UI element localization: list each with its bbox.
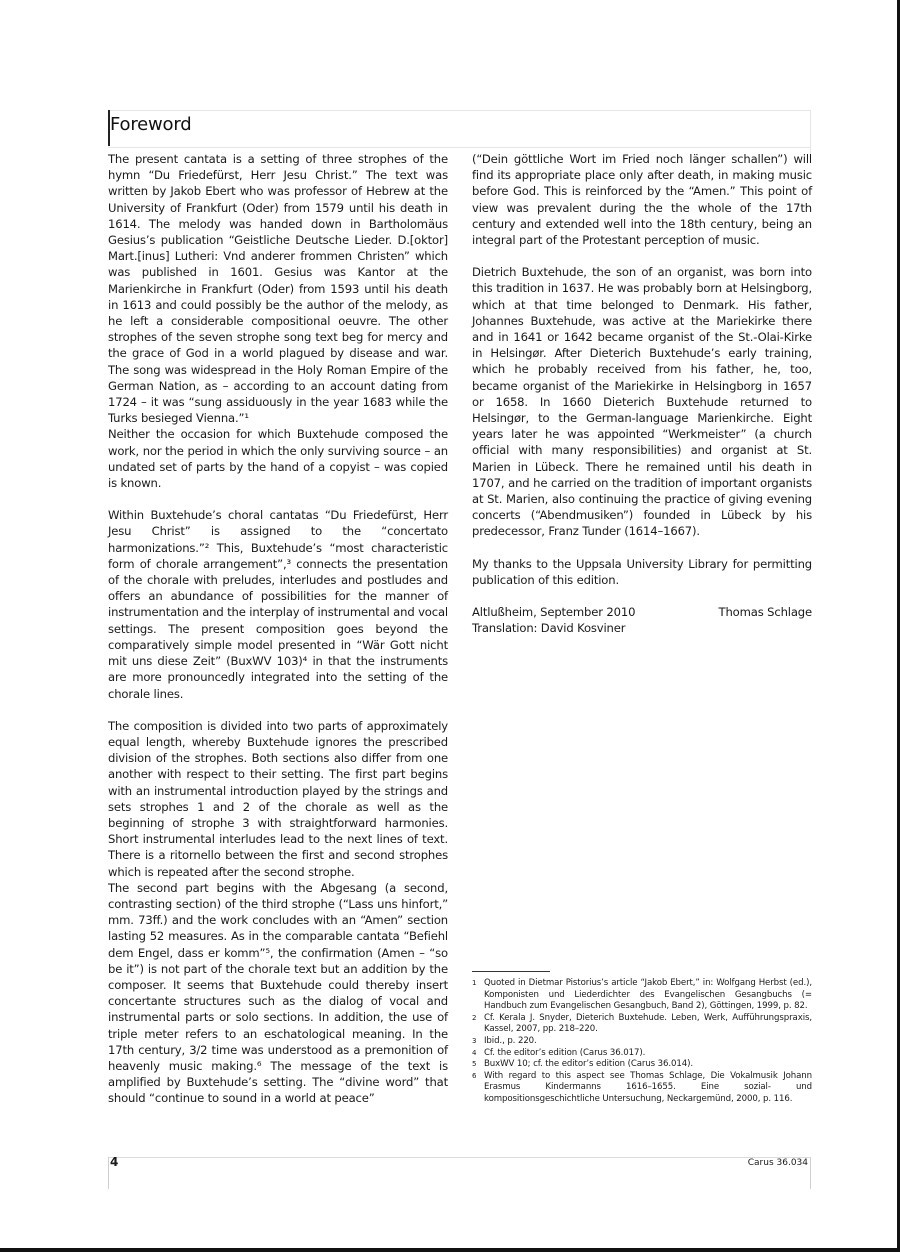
page-edge [0, 1248, 900, 1252]
footnote [472, 1048, 812, 1060]
footnote [472, 1013, 812, 1036]
paragraph: Dietrich Buxtehude, the son of an organist, was born into this tradition in 1637. He was probably born at Helsingborg, which at that time belonged to Denmark. His father, Johannes Buxtehude, was active at the Mariekirke there and in 1641 or 1642 became organist of the St.-Olai-Kirke in Helsingør. After Dieterich Buxtehude’s early training, which he probably received from his father, he, too, became organist of the Mariekirke in Helsingborg in 1657 or 1658. In 1660 Dieterich Buxtehude returned to Helsingør, to the German-language Marienkirche. Eight years later he was appointed “Werkmeister” (a church official with many responsibilities) and organist at St. Marien in Lübeck. There he remained until his death in 1707, and he carried on the tradition of important organists at St. Marien, also continuing the practice of giving evening concerts (“Abendmusiken”) founded in Lübeck by his predecessor, Franz Tunder (1614–1667). [472, 265, 812, 539]
footnote-number: 5 [472, 1060, 477, 1069]
paragraph: The present cantata is a setting of three strophes of the hymn “Du Friedefürst, Herr Jesu Christ.” The text was written by Jakob Ebert who was professor of Hebrew at the University of Frankfurt (Oder) from 1579 until his death in 1614. The melody was handed down in Bartholomäus Gesius’s publication “Geistliche Deutsche Lieder. D.[oktor] Mart.[inus] Lutheri: Vnd anderer frommen Christen” which was published in 1601. Gesius was Kantor at the Marienkirche in Frankfurt (Oder) from 1593 until his death in 1613 and could possibly be the author of the melody, as he left a considerable compositional oeuvre. The other strophes of the seven strophe song text beg for mercy and the grace of God in a world plagued by disease and war. The song was widespread in the Holy Roman Empire of the German Nation, as – according to an account dating from 1724 – it was “sung assiduously in the year 1683 while the Turks besieged Vienna.”¹ [108, 152, 448, 426]
footer-rule [108, 1157, 109, 1189]
signature-line [472, 604, 812, 620]
paragraph: Neither the occasion for which Buxtehude composed the work, nor the period in which the only surviving source – an undated set of parts by the hand of a copyist – was copied is known. [108, 427, 448, 491]
footer-rule [810, 1157, 811, 1189]
footnote-text: Quoted in Dietmar Pistorius’s article “Jakob Ebert,” in: Wolfgang Herbst (ed.), Komponisten und Liederdichter des Evangelischen Gesangbuchs (= Handbuch zum Evangelischen Gesangbuch, Band 2), Göttingen, 1999, p. 82. [484, 978, 812, 1012]
footnote-number: 1 [472, 979, 477, 987]
page-title: Foreword [110, 114, 192, 135]
footnote-text: Ibid., p. 220. [484, 1035, 537, 1046]
footnote-text: BuxWV 10; cf. the editor’s edition (Carus 36.014). [484, 1059, 694, 1070]
left-column [108, 151, 448, 1107]
paragraph: Within Buxtehude’s choral cantatas “Du Friedefürst, Herr Jesu Christ” is assigned to the “concertato harmonizations.”² This, Buxtehude’s “most characteristic form of chorale arrangement”,³ connects the presentation of the chorale with preludes, interludes and postludes and offers an abundance of possibilities for the manner of instrumentation and the interplay of instrumental and vocal settings. The present composition goes beyond the comparatively simple model presented in “Wär Gott nicht mit uns diese Zeit” (BuxWV 103)⁴ in that the instruments are more pronouncedly integrated into the setting of the chorale lines. [108, 508, 448, 701]
paragraph: My thanks to the Uppsala University Library for permitting publication of this edition. [472, 556, 812, 587]
page-number: 4 [110, 1155, 119, 1169]
translator: Translation: David Kosviner [472, 621, 626, 636]
paragraph: The second part begins with the Abgesang (a second, contrasting section) of the third strophe (“Lass uns hinfort,” mm. 73ff.) and the work concludes with an “Amen” section lasting 52 measures. As in the comparable cantata “Befiehl dem Engel, dass er komm”⁵, the confirmation (Amen – “so be it”) is not part of the chorale text but an addition by the composer. It seems that Buxtehude could thereby insert concertante structures such as the dialog of vocal and instrumental parts or solo sections. In addition, the use of triple meter refers to an eschatological meaning. In the 17th century, 3/2 time was understood as a premonition of heavenly music making.⁶ The message of the text is amplified by Buxtehude’s setting. The “divine word” that should “continue to sound in a world at peace” [108, 880, 448, 1106]
footnote [472, 1071, 812, 1106]
catalog-number: Carus 36.034 [747, 1158, 808, 1168]
footnotes [472, 978, 812, 1106]
footnote [472, 978, 812, 1013]
footnote-text: With regard to this aspect see Thomas Schlage, Die Vokalmusik Johann Erasmus Kindermanns 1616–1655. Eine sozial- und kompositionsgeschichtliche Untersuchung, Neckargemünd, 2000, p. 116. [484, 1070, 812, 1104]
footnote [472, 1036, 812, 1048]
footnote [472, 1059, 812, 1071]
footnote-rule [472, 971, 550, 972]
footnote-number: 2 [472, 1013, 477, 1022]
paragraph: (“Dein göttliche Wort im Fried noch länger schallen”) will find its appropriate place only after death, in making music before God. This is reinforced by the “Amen.” This point of view was prevalent during the the whole of the 17th century and extended well into the 18th century, being an integral part of the Protestant perception of music. [472, 152, 812, 248]
title-frame [108, 110, 811, 148]
author: Thomas Schlage [718, 605, 812, 620]
right-column [472, 151, 812, 636]
footnote-number: 3 [472, 1036, 477, 1045]
place-date: Altlußheim, September 2010 [472, 605, 636, 620]
footer-rule [108, 1157, 810, 1158]
footnote-text: Cf. the editor’s edition (Carus 36.017). [484, 1047, 646, 1058]
footnote-text: Cf. Kerala J. Snyder, Dieterich Buxtehude. Leben, Werk, Aufführungspraxis, Kassel, 2007, pp. 218–220. [484, 1012, 812, 1035]
footnote-number: 6 [472, 1071, 477, 1080]
paragraph: The composition is divided into two parts of approximately equal length, whereby Buxtehude ignores the prescribed division of the strophes. Both sections also differ from one another with respect to their setting. The first part begins with an instrumental introduction played by the strings and sets strophes 1 and 2 of the chorale as well as the beginning of strophe 3 with straightforward harmonies. Short instrumental interludes lead to the next lines of text. There is a ritornello between the first and second strophes which is repeated after the second strophe. [108, 718, 448, 879]
footnote-number: 4 [472, 1048, 477, 1057]
